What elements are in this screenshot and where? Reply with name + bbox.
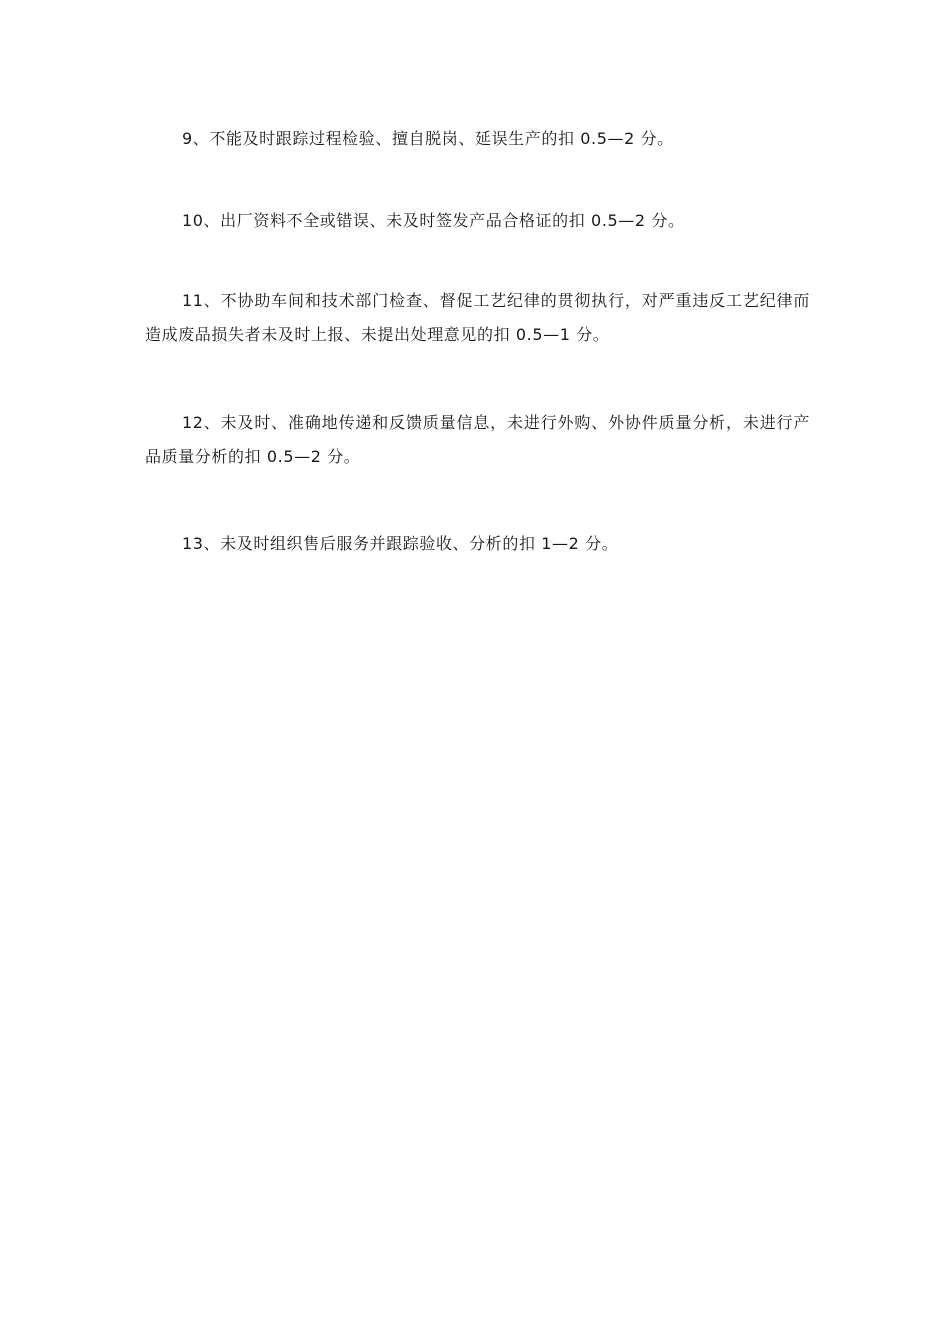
clause-11: 11、不协助车间和技术部门检查、督促工艺纪律的贯彻执行，对严重违反工艺纪律而造成废品损失者未及时上报、未提出处理意见的扣 0.5—1 分。	[145, 291, 810, 344]
clause-10: 10、出厂资料不全或错误、未及时签发产品合格证的扣 0.5—2 分。	[182, 211, 685, 230]
clause-12: 12、未及时、准确地传递和反馈质量信息，未进行外购、外协件质量分析，未进行产品质量分析的扣 0.5—2 分。	[145, 413, 810, 466]
clause-9: 9、不能及时跟踪过程检验、擅自脱岗、延误生产的扣 0.5—2 分。	[182, 129, 674, 148]
clause-13: 13、未及时组织售后服务并跟踪验收、分析的扣 1—2 分。	[182, 534, 619, 553]
